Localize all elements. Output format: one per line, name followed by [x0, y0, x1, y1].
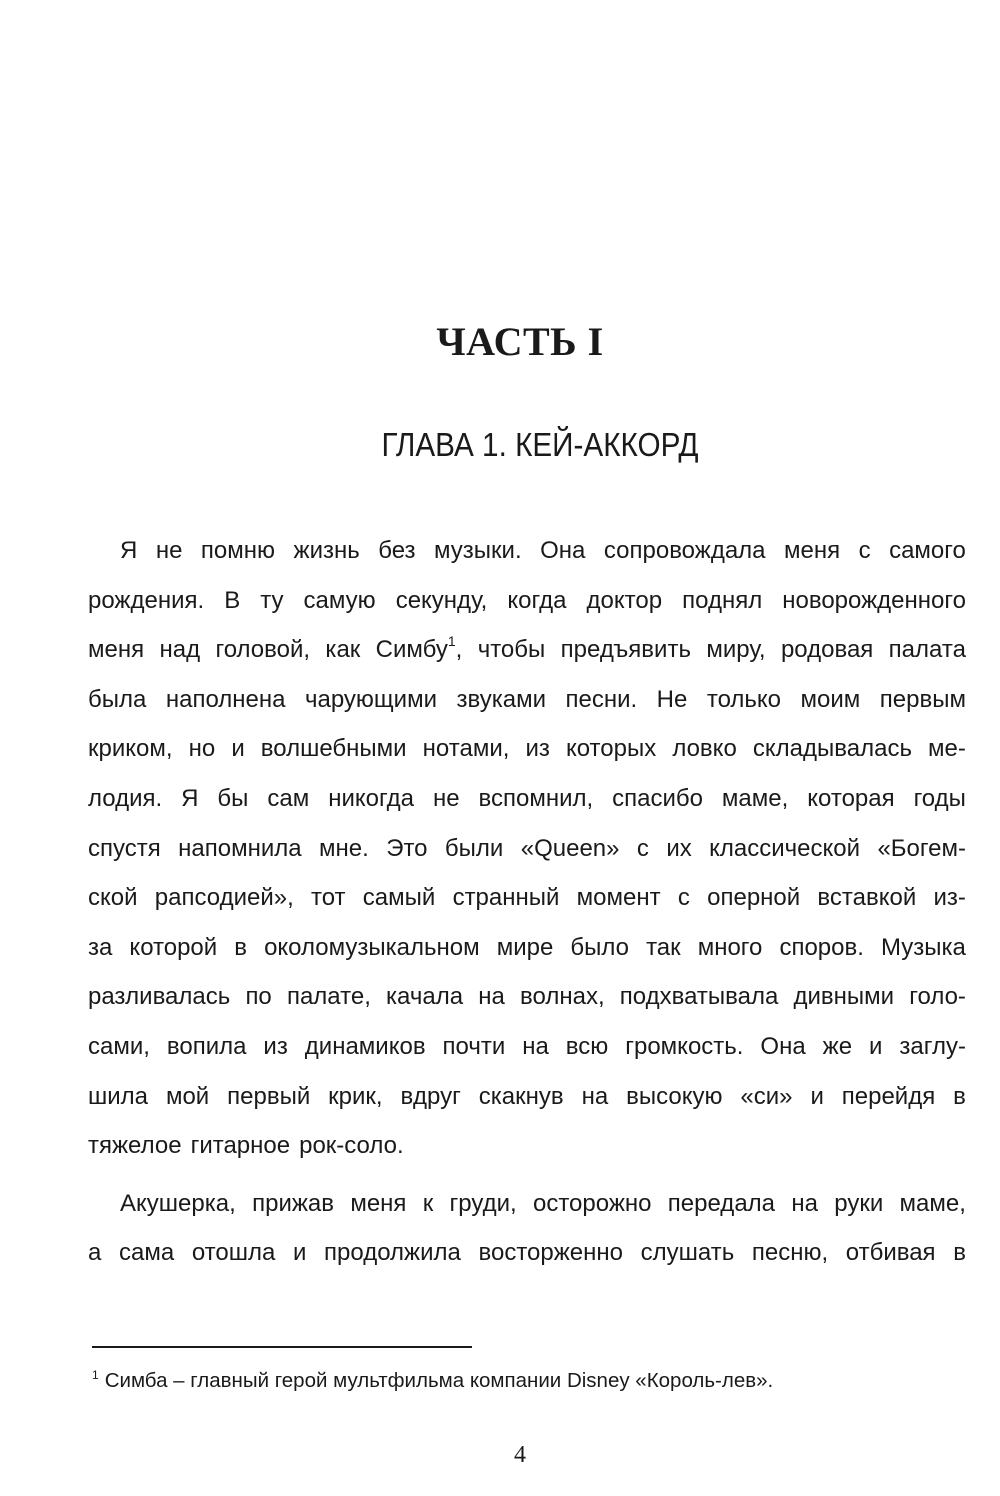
word: споров.	[779, 933, 864, 961]
word: предъявить	[560, 636, 691, 664]
word: рождения.	[88, 586, 205, 614]
text-line	[88, 928, 966, 978]
word: околомузыкальном	[264, 933, 480, 961]
word: сам	[267, 784, 310, 812]
word: на	[522, 1032, 549, 1060]
word: крик,	[328, 1082, 383, 1110]
word: когда	[507, 586, 567, 614]
footnote-marker: 1	[92, 1368, 99, 1383]
word: лодия.	[88, 784, 163, 812]
word: и	[869, 1032, 883, 1060]
word: жизнь	[293, 537, 360, 564]
text-line	[88, 1184, 966, 1234]
word: гитарное	[190, 1132, 291, 1160]
text-line	[88, 779, 966, 829]
word: которой	[129, 933, 218, 961]
word: а	[88, 1239, 102, 1267]
word: самый	[362, 884, 436, 912]
word: рапсодией»,	[154, 884, 294, 912]
word: музыки.	[434, 537, 522, 564]
word: сами,	[88, 1032, 150, 1060]
text-line	[88, 581, 966, 631]
word: спустя	[88, 834, 161, 862]
word: маме,	[899, 1189, 966, 1217]
word: звуками	[456, 685, 546, 713]
word: Она	[540, 537, 586, 564]
word: передала	[667, 1189, 776, 1217]
text-line	[88, 878, 966, 928]
word: секунду,	[395, 586, 488, 614]
word: перейдя	[841, 1082, 936, 1110]
word: Музыка	[880, 933, 966, 961]
word: чарующими	[304, 685, 437, 713]
word: заглу-	[899, 1032, 966, 1060]
word: как	[325, 636, 361, 664]
word: прижав	[252, 1189, 334, 1217]
word: качала	[386, 983, 464, 1011]
word: вдруг	[400, 1082, 461, 1110]
word: в	[953, 1239, 966, 1267]
word: нотами,	[422, 735, 510, 763]
word: их	[666, 834, 692, 862]
word: волнах,	[520, 983, 605, 1011]
word: самого	[889, 537, 966, 564]
paragraph-gap	[88, 1176, 966, 1184]
footnote	[92, 1366, 972, 1396]
part-title: ЧАСТЬ I	[436, 319, 604, 364]
word: руки	[834, 1189, 884, 1217]
word: слушать	[640, 1239, 735, 1267]
word: на	[581, 1082, 609, 1110]
word: но	[188, 735, 216, 763]
word: палате,	[286, 983, 371, 1011]
word: Я	[181, 784, 199, 812]
word: и	[231, 735, 245, 763]
word: много	[697, 933, 763, 961]
word: вставкой	[817, 884, 917, 912]
chapter-title: ГЛАВА 1. КЕЙ-АККОРД	[381, 426, 699, 463]
word: Акушерка,	[120, 1189, 236, 1217]
text-line	[88, 1077, 966, 1127]
word: с	[858, 537, 871, 564]
word: Я	[120, 537, 138, 564]
word: годы	[913, 784, 966, 812]
word: родовая	[780, 636, 874, 664]
word: вспомнил,	[478, 784, 594, 812]
word: новорожденного	[782, 586, 966, 614]
word: наполнена	[165, 685, 286, 713]
word: странный	[452, 884, 560, 912]
word: и	[292, 1239, 307, 1267]
word: «Богем-	[877, 834, 966, 862]
text-line	[88, 630, 966, 680]
word: доктор	[586, 586, 663, 614]
word: в	[234, 933, 247, 961]
word: ской	[88, 884, 138, 912]
word: в	[953, 1082, 966, 1110]
text-line	[88, 729, 966, 779]
word: на	[791, 1189, 818, 1217]
word: складывалась	[752, 735, 912, 763]
text-line	[88, 1233, 966, 1283]
chapter-body	[88, 531, 966, 1283]
word: разливалась	[88, 983, 231, 1011]
word: маме,	[721, 784, 789, 812]
word: волшебными	[260, 735, 407, 763]
word: шила	[88, 1082, 149, 1110]
word: оперной	[707, 884, 801, 912]
word: мой	[165, 1082, 210, 1110]
footnote-reference[interactable]: 1	[447, 633, 456, 650]
word: к	[422, 1189, 434, 1217]
word: продолжила	[324, 1239, 461, 1267]
word: меня	[88, 636, 145, 664]
word: же	[822, 1032, 853, 1060]
word: палата	[888, 636, 966, 664]
word: груди,	[449, 1189, 517, 1217]
word: из	[263, 1032, 288, 1060]
word: Симбу$^1$,	[375, 633, 463, 664]
word: отошла	[191, 1239, 276, 1267]
word: моим	[800, 685, 861, 713]
word: ту	[260, 586, 284, 614]
word: по	[245, 983, 272, 1011]
word: вопила	[166, 1032, 247, 1060]
word: поднял	[682, 586, 763, 614]
word: момент	[576, 884, 661, 912]
word: чтобы	[477, 636, 546, 664]
word: были	[444, 834, 504, 862]
paragraph	[88, 1184, 966, 1283]
word: которая	[807, 784, 895, 812]
word: рок-соло.	[299, 1132, 404, 1160]
text-line	[88, 531, 966, 581]
word: самую	[303, 586, 376, 614]
word: бы	[217, 784, 249, 812]
word: тот	[311, 884, 346, 912]
word: с	[677, 884, 690, 912]
word: из	[525, 735, 550, 763]
word: песню,	[751, 1239, 829, 1267]
word: помню	[200, 537, 276, 564]
word: отбивая	[845, 1239, 936, 1267]
word: песни.	[565, 685, 638, 713]
word: на	[478, 983, 505, 1011]
text-line	[88, 1027, 966, 1077]
word: миру,	[706, 636, 766, 664]
word: над	[159, 636, 201, 664]
word: так	[646, 933, 681, 961]
word: Это	[386, 834, 428, 862]
word: тяжелое	[88, 1132, 182, 1160]
word: первым	[879, 685, 966, 713]
word: мне.	[319, 834, 369, 862]
word: спасибо	[612, 784, 703, 812]
word: классической	[709, 834, 861, 862]
word: ловко	[672, 735, 737, 763]
text-line	[88, 829, 966, 879]
word: напомнила	[178, 834, 302, 862]
text-line	[88, 977, 966, 1027]
word: без	[378, 537, 416, 564]
word: меня	[784, 537, 841, 564]
word: которых	[565, 735, 657, 763]
word: первый	[227, 1082, 311, 1110]
word: подхватывала	[619, 983, 779, 1011]
word: не	[155, 537, 183, 564]
word: дивными	[793, 983, 895, 1011]
word: только	[706, 685, 782, 713]
word: высокую	[626, 1082, 723, 1110]
word: динамиков	[304, 1032, 426, 1060]
word: всю	[565, 1032, 609, 1060]
word: ме-	[928, 735, 966, 763]
page-number: 4	[514, 1442, 526, 1468]
word: мире	[496, 933, 554, 961]
footnote-separator	[92, 1346, 472, 1348]
word: осторожно	[532, 1189, 652, 1217]
word: было	[570, 933, 629, 961]
text-line	[88, 680, 966, 730]
word: криком,	[88, 735, 173, 763]
word: восторженно	[478, 1239, 623, 1267]
word: громкость.	[625, 1032, 744, 1060]
word: Не	[656, 685, 688, 713]
word: В	[224, 586, 241, 614]
word: сама	[119, 1239, 175, 1267]
word: «Queen»	[520, 834, 620, 862]
word: из-	[933, 884, 966, 912]
word: сопровождала	[603, 537, 766, 564]
word: «си»	[740, 1082, 793, 1110]
text-line	[88, 1126, 966, 1176]
footnote-text: Симба – главный герой мультфильма компании Disney «Король-лев».	[104, 1369, 774, 1392]
word: никогда	[328, 784, 414, 812]
word: и	[810, 1082, 824, 1110]
paragraph	[88, 531, 966, 1176]
word: с	[636, 834, 649, 862]
word: была	[88, 685, 147, 713]
word: головой,	[215, 636, 311, 664]
word: почти	[442, 1032, 506, 1060]
word: голо-	[909, 983, 966, 1011]
word: не	[432, 784, 460, 812]
word: скакнув	[478, 1082, 564, 1110]
word: Она	[760, 1032, 806, 1060]
word: меня	[350, 1189, 407, 1217]
word: за	[88, 933, 113, 961]
